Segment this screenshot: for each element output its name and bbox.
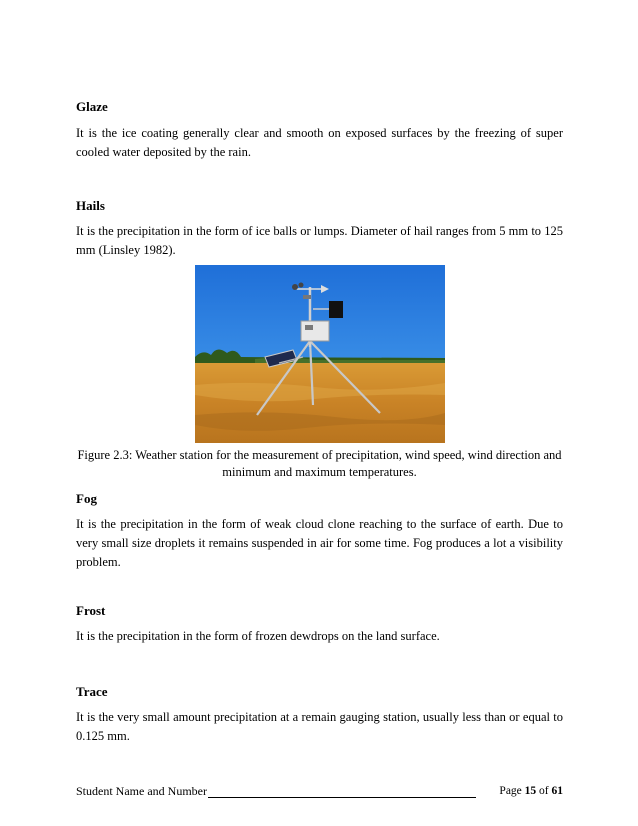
figure-caption: Figure 2.3: Weather station for the measurement of precipitation, wind speed, wind direction and minimum and maximum temperatures. [77,448,562,479]
student-name-blank-line [208,785,476,798]
page-current: 15 [524,785,537,797]
page-footer [76,784,563,798]
heading-fog: Fog [76,491,97,506]
page-total: 61 [551,785,563,797]
paragraph-hails: It is the precipitation in the form of ice balls or lumps. Diameter of hail ranges from 5 mm to 125 mm (Linsley 1982). [76,224,563,257]
page-of: of [539,785,549,797]
student-name-label: Student Name and Number [76,784,207,798]
paragraph-glaze: It is the ice coating generally clear and smooth on exposed surfaces by the freezing of super cooled water deposited by the rain. [76,126,563,159]
heading-glaze: Glaze [76,99,108,114]
paragraph-fog: It is the precipitation in the form of weak cloud clone reaching to the surface of earth. Due to very small size droplets it remains suspended in air for some time. Fog produces a lot a visibility problem. [76,517,563,569]
weather-station-photo [195,265,445,443]
heading-frost: Frost [76,603,106,618]
paragraph-frost: It is the precipitation in the form of frozen dewdrops on the land surface. [76,629,440,643]
heading-hails: Hails [76,198,105,213]
paragraph-trace: It is the very small amount precipitation at a remain gauging station, usually less than or equal to 0.125 mm. [76,710,563,743]
heading-trace: Trace [76,684,108,699]
page-word: Page [499,785,522,797]
page-number [499,784,563,798]
